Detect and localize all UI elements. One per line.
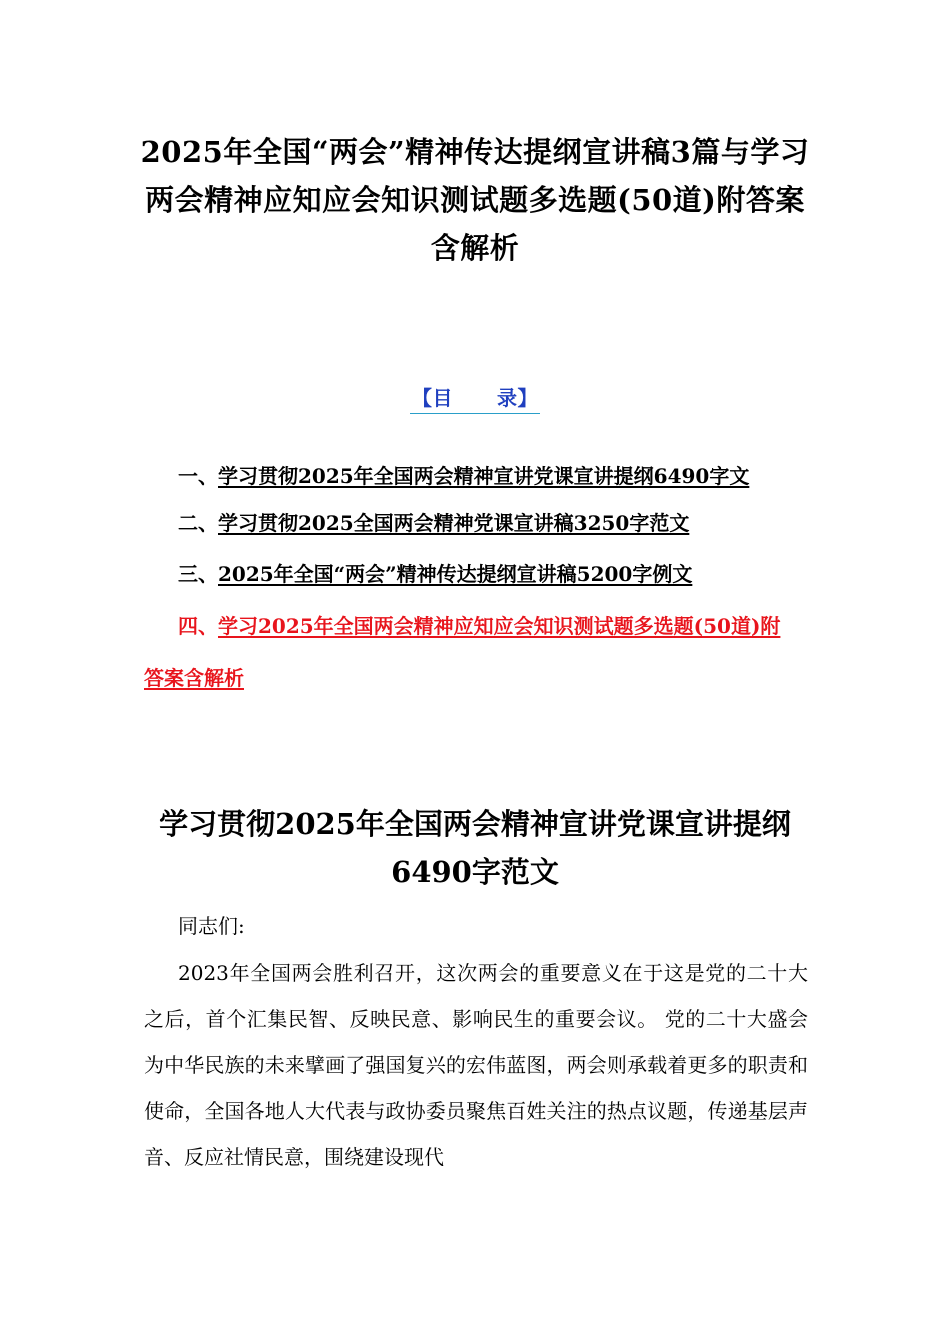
toc-heading-text[interactable] <box>410 384 540 414</box>
toc-item-number: 四、 <box>178 614 218 638</box>
toc-item-link[interactable]: 学习贯彻2025年全国两会精神宣讲党课宣讲提纲6490字文 <box>218 464 750 488</box>
toc-item-2[interactable] <box>178 497 689 549</box>
toc-item-3[interactable] <box>178 548 692 600</box>
section-title: 学习贯彻2025年全国两会精神宣讲党课宣讲提纲6490字范文 <box>159 807 791 889</box>
toc-item-number: 三、 <box>178 562 218 586</box>
toc-item-link[interactable]: 2025年全国“两会”精神传达提纲宣讲稿5200字例文 <box>218 562 693 586</box>
toc-item-number: 一、 <box>178 464 218 488</box>
toc-item-number: 二、 <box>178 511 218 535</box>
body-paragraph: 2023年全国两会胜利召开，这次两会的重要意义在于这是党的二十大之后，首个汇集民智、反映民意、影响民生的重要会议。 党的二十大盛会为中华民族的未来擘画了强国复兴的宏伟蓝图，两会则承载着更多的职责和使命，全国各地人大代表与政协委员聚焦百姓关注的热点议题，传递基层声音、反应社情民意，围绕建设现代 <box>144 961 808 1169</box>
document-title: 2025年全国“两会”精神传达提纲宣讲稿3篇与学习两会精神应知应会知识测试题多选题(50道)附答案含解析 <box>140 135 810 265</box>
toc-item-4[interactable] <box>144 600 784 704</box>
toc-heading-right: 录】 <box>497 386 538 410</box>
salutation: 同志们: <box>178 914 245 938</box>
toc-item-1[interactable] <box>178 450 749 502</box>
toc-heading <box>0 384 950 414</box>
toc-item-link[interactable]: 学习2025年全国两会精神应知应会知识测试题多选题(50道)附答案含解析 <box>144 614 781 690</box>
toc-item-link[interactable]: 学习贯彻2025全国两会精神党课宣讲稿3250字范文 <box>218 511 690 535</box>
toc-heading-left: 【目 <box>412 386 453 410</box>
